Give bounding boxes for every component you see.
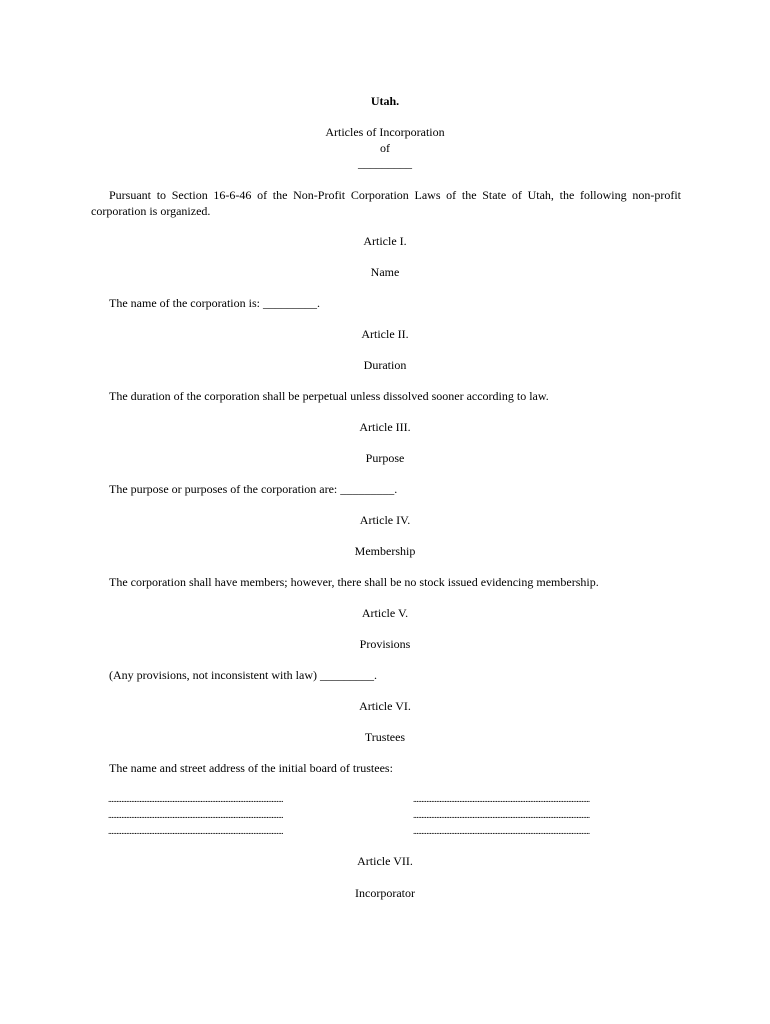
document-heading: Articles of Incorporation [325, 125, 445, 139]
article-body: The name of the corporation is: _________. [109, 296, 320, 310]
article-number: Article V. [361, 606, 409, 620]
article-title: Duration [363, 358, 407, 372]
trustee-address-line: ........................................................................................................... [413, 794, 590, 804]
trustee-line [108, 809, 711, 821]
corporation-name-blank: _________ [358, 156, 412, 170]
article-title: Purpose [365, 451, 405, 465]
article-body: The name and street address of the initial board of trustees: [109, 761, 393, 775]
article-title: Membership [354, 544, 416, 558]
article-number: Article II. [361, 327, 409, 341]
trustee-name-line: .......................................................................................................... [108, 826, 283, 836]
article-body: The purpose or purposes of the corporation are: _________. [109, 482, 398, 496]
article-number: Article VI. [359, 699, 411, 713]
article-title: Provisions [359, 637, 411, 651]
article-body: (Any provisions, not inconsistent with law) _________. [109, 668, 377, 682]
trustee-name-line: .......................................................................................................... [108, 810, 283, 820]
article-title: Incorporator [355, 886, 415, 900]
article-body: The duration of the corporation shall be perpetual unless dissolved sooner according to law. [109, 389, 549, 403]
document-heading-of: of [380, 141, 390, 155]
trustee-address-line: ........................................................................................................... [413, 826, 590, 836]
state-title: Utah. [370, 94, 400, 108]
article-number: Article IV. [359, 513, 411, 527]
trustee-line [108, 825, 711, 837]
trustee-address-line: ........................................................................................................... [413, 810, 590, 820]
article-number: Article VII. [357, 854, 413, 868]
article-number: Article III. [359, 420, 411, 434]
intro-paragraph: Pursuant to Section 16-6-46 of the Non-Profit Corporation Laws of the State of Utah, the following non-profit corporation is organized. [91, 188, 681, 218]
trustee-name-line: .......................................................................................................... [108, 794, 283, 804]
article-title: Trustees [364, 730, 406, 744]
trustee-line [108, 793, 711, 805]
article-number: Article I. [363, 234, 407, 248]
article-title: Name [370, 265, 400, 279]
article-body: The corporation shall have members; however, there shall be no stock issued evidencing membership. [109, 575, 599, 589]
